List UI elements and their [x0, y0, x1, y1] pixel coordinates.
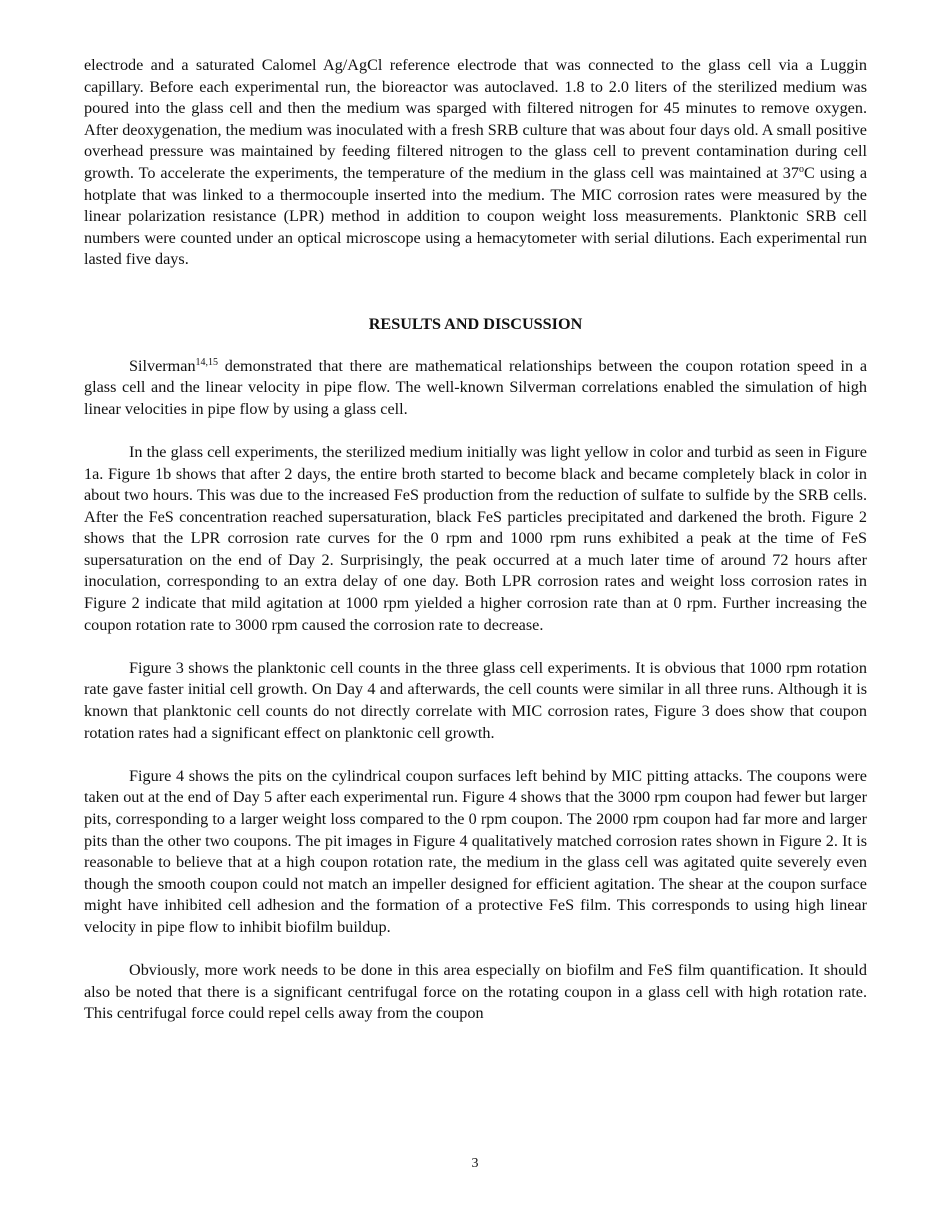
paragraph-silverman [84, 356, 867, 421]
paragraph-glass-cell: In the glass cell experiments, the sterilized medium initially was light yellow in color and turbid as seen in Figure 1a. Figure 1b shows that after 2 days, the entire broth started to become black and became completely black in color in about two hours. This was due to the increased FeS production from the reduction of sulfate to sulfide by the SRB cells. After the FeS concentration reached supersaturation, black FeS particles precipitated and darkened the broth. Figure 2 shows that the LPR corrosion rate curves for the 0 rpm and 1000 rpm runs exhibited a peak at the time of FeS supersaturation on the end of Day 2. Surprisingly, the peak occurred at a much later time of around 72 hours after inoculation, corresponding to an extra delay of one day. Both LPR corrosion rates and weight loss corrosion rates in Figure 2 indicate that mild agitation at 1000 rpm yielded a higher corrosion rate than at 0 rpm. Further increasing the coupon rotation rate to 3000 rpm caused the corrosion rate to decrease. [84, 442, 867, 634]
citation-superscript: 14,15 [195, 356, 219, 368]
para1-text-rest: C using a hotplate that was linked to a thermocouple inserted into the medium. The MIC corrosion rates were measured by the linear polarization resistance (LPR) method in addition to coupon weight loss measurements. Planktonic SRB cell numbers were counted under an optical microscope using a hemacytometer with serial dilutions. Each experimental run lasted five days. [84, 163, 867, 269]
page-number: 3 [471, 1156, 479, 1171]
page-body [84, 55, 867, 1025]
para1-text: electrode and a saturated Calomel Ag/AgCl reference electrode that was connected to the glass cell via a Luggin capillary. Before each experimental run, the bioreactor was autoclaved. 1.8 to 2.0 liters of the sterilized medium was poured into the glass cell and then the medium was sparged with filtered nitrogen for 45 minutes to remove oxygen. After deoxygenation, the medium was inoculated with a fresh SRB culture that was about four days old. A small positive overhead pressure was maintained by feeding filtered nitrogen to the glass cell to prevent contamination during cell growth. To accelerate the experiments, the temperature of the medium in the glass cell was maintained at 37 [84, 56, 867, 182]
para2-text: Silverman [129, 356, 196, 375]
paragraph-planktonic: Figure 3 shows the planktonic cell counts in the three glass cell experiments. It is obvious that 1000 rpm rotation rate gave faster initial cell growth. On Day 4 and afterwards, the cell counts were similar in all three runs. Although it is known that planktonic cell counts do not directly correlate with MIC corrosion rates, Figure 3 does show that coupon rotation rates had a significant effect on planktonic cell growth. [84, 658, 867, 742]
paragraph-future-work: Obviously, more work needs to be done in this area especially on biofilm and FeS film quantification. It should also be noted that there is a significant centrifugal force on the rotating coupon in a glass cell with high rotation rate. This centrifugal force could repel cells away from the coupon [84, 961, 867, 1023]
section-heading: RESULTS AND DISCUSSION [368, 314, 583, 333]
paragraph-methods-continued [84, 55, 867, 271]
degree-superscript: o [799, 163, 804, 175]
para2-text-rest: demonstrated that there are mathematical relationships between the coupon rotation speed in a glass cell and the linear velocity in pipe flow. The well-known Silverman correlations enabled the simulation of high linear velocities in pipe flow by using a glass cell. [84, 356, 867, 418]
paragraph-pits: Figure 4 shows the pits on the cylindrical coupon surfaces left behind by MIC pitting attacks. The coupons were taken out at the end of Day 5 after each experimental run. Figure 4 shows that the 3000 rpm coupon had fewer but larger pits, corresponding to a larger weight loss compared to the 0 rpm coupon. The 2000 rpm coupon had far more and larger pits than the other two coupons. The pit images in Figure 4 qualitatively matched corrosion rates shown in Figure 2. It is reasonable to believe that at a high coupon rotation rate, the medium in the glass cell was agitated quite severely even though the smooth coupon could not match an impeller designed for efficient agitation. The shear at the coupon surface might have inhibited cell adhesion and the formation of a protective FeS film. This corresponds to using high linear velocity in pipe flow to inhibit biofilm buildup. [84, 766, 867, 936]
